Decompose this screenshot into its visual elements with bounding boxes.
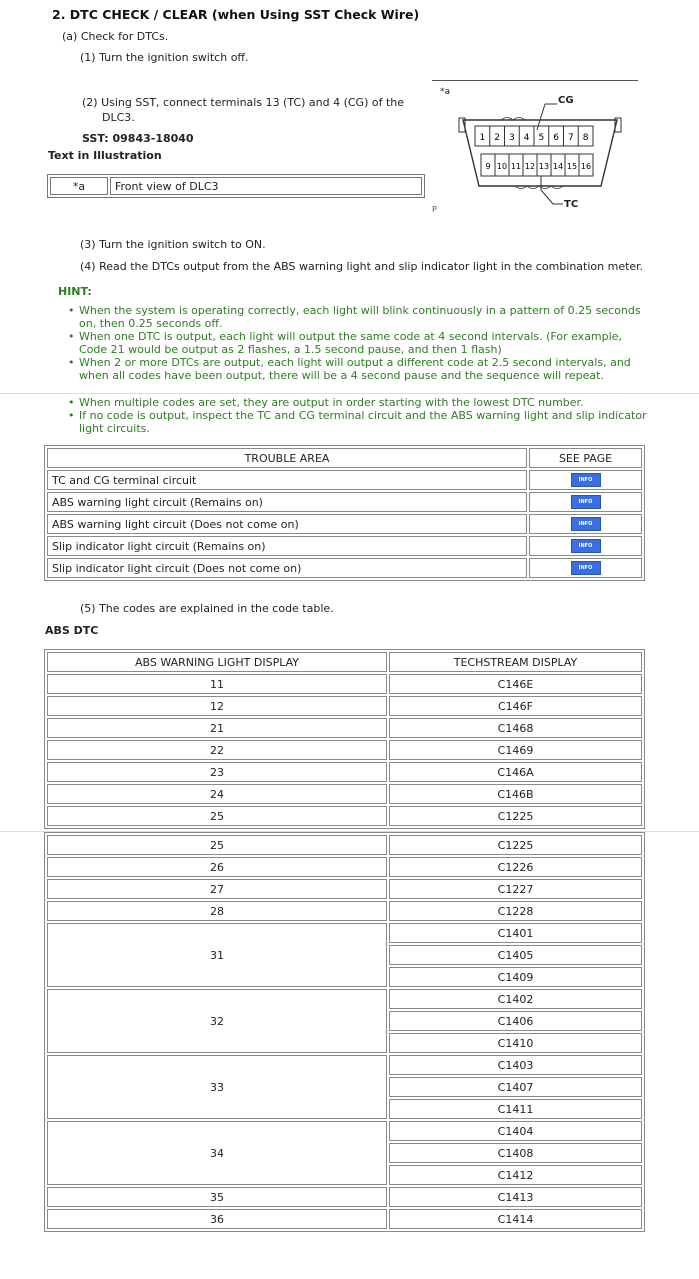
light-display-cell: 32 (47, 989, 387, 1053)
see-page-cell (529, 558, 642, 578)
techstream-cell: C1469 (389, 740, 642, 760)
text-in-illustration: Text in Illustration (48, 149, 162, 162)
hint-list-continued (68, 396, 648, 435)
trouble-area-cell: TC and CG terminal circuit (47, 470, 527, 490)
hint-item: • When one DTC is output, each light will output the same code at 4 second intervals. (For example, Code 21 would be output as 2 flashes, a 1.5 second pause, and then 1 flash) (68, 330, 648, 356)
techstream-cell: C1410 (389, 1033, 642, 1053)
light-display-cell: 24 (47, 784, 387, 804)
techstream-cell: C146E (389, 674, 642, 694)
page-break-line (0, 393, 699, 394)
info-button[interactable]: INFO (571, 561, 601, 575)
table-row (47, 879, 642, 899)
hint-item: • When 2 or more DTCs are output, each light will output a different code at 2.5 second intervals, and when all codes have been output, there will be a 4 second pause and the sequence will repeat. (68, 356, 648, 382)
diagram-top-rule (432, 80, 638, 81)
light-display-cell: 21 (47, 718, 387, 738)
info-button[interactable]: INFO (571, 517, 601, 531)
step-3: (3) Turn the ignition switch to ON. (80, 238, 266, 251)
light-display-cell: 36 (47, 1209, 387, 1229)
techstream-cell: C1414 (389, 1209, 642, 1229)
techstream-cell: C1405 (389, 945, 642, 965)
info-button[interactable]: INFO (571, 495, 601, 509)
techstream-cell: C1468 (389, 718, 642, 738)
table-row (47, 989, 642, 1009)
pin-label: 13 (538, 162, 550, 171)
header-see-page: SEE PAGE (529, 448, 642, 468)
light-display-cell: 22 (47, 740, 387, 760)
light-display-cell: 25 (47, 835, 387, 855)
pin-label: 16 (580, 162, 592, 171)
light-display-cell: 31 (47, 923, 387, 987)
pin-label: 1 (479, 133, 486, 143)
section-heading: 2. DTC CHECK / CLEAR (when Using SST Check Wire) (52, 7, 420, 22)
label-cg: CG (558, 95, 574, 106)
techstream-cell: C1225 (389, 835, 642, 855)
hint-item: • When the system is operating correctly, each light will blink continuously in a pattern of 0.25 seconds on, then 0.25 seconds off. (68, 304, 648, 330)
techstream-cell: C1403 (389, 1055, 642, 1075)
hint-item: • When multiple codes are set, they are output in order starting with the lowest DTC number. (68, 396, 648, 409)
table-row (47, 1209, 642, 1229)
see-page-cell (529, 492, 642, 512)
table-row (47, 835, 642, 855)
light-display-cell: 25 (47, 806, 387, 826)
light-display-cell: 28 (47, 901, 387, 921)
techstream-cell: C1407 (389, 1077, 642, 1097)
techstream-cell: C1411 (389, 1099, 642, 1119)
table-row (47, 740, 642, 760)
light-display-cell: 12 (47, 696, 387, 716)
light-display-cell: 23 (47, 762, 387, 782)
table-row (47, 1055, 642, 1075)
techstream-cell: C1226 (389, 857, 642, 877)
techstream-cell: C146F (389, 696, 642, 716)
techstream-cell: C1413 (389, 1187, 642, 1207)
table-row (47, 674, 642, 694)
pin-label: 7 (568, 133, 574, 143)
table-row (47, 923, 642, 943)
dlc3-connector-diagram (455, 100, 625, 210)
pin-label: 8 (582, 133, 589, 143)
light-display-cell: 34 (47, 1121, 387, 1185)
pin-label: 6 (553, 133, 559, 143)
header-techstream-display: TECHSTREAM DISPLAY (389, 652, 642, 672)
pin-label: 5 (538, 133, 545, 143)
techstream-cell: C1409 (389, 967, 642, 987)
step-2-line1: (2) Using SST, connect terminals 13 (TC) and 4 (CG) of the (82, 96, 405, 109)
pin-label: 11 (510, 162, 522, 171)
techstream-cell: C1412 (389, 1165, 642, 1185)
trouble-area-table (44, 445, 645, 581)
light-display-cell: 26 (47, 857, 387, 877)
info-button[interactable]: INFO (571, 473, 601, 487)
header-trouble-area: TROUBLE AREA (47, 448, 527, 468)
step-2-line2: DLC3. (102, 111, 135, 124)
header-light-display: ABS WARNING LIGHT DISPLAY (47, 652, 387, 672)
techstream-cell: C1408 (389, 1143, 642, 1163)
see-page-cell (529, 536, 642, 556)
step-a: (a) Check for DTCs. (62, 30, 169, 43)
pin-label: 4 (523, 133, 530, 143)
step-4: (4) Read the DTCs output from the ABS warning light and slip indicator light in the combination meter. (80, 260, 644, 273)
table-row (47, 806, 642, 826)
pin-label: 15 (566, 162, 578, 171)
techstream-cell: C1225 (389, 806, 642, 826)
pin-label: 9 (485, 162, 491, 171)
trouble-area-cell: Slip indicator light circuit (Does not come on) (47, 558, 527, 578)
techstream-cell: C1402 (389, 989, 642, 1009)
pin-label: 2 (494, 133, 500, 143)
diagram-label-p: P (432, 205, 437, 214)
table-row (47, 784, 642, 804)
hint-list (68, 304, 648, 382)
light-display-cell: 11 (47, 674, 387, 694)
techstream-cell: C146A (389, 762, 642, 782)
table-row (47, 718, 642, 738)
light-display-cell: 27 (47, 879, 387, 899)
caption-key: *a (50, 177, 108, 195)
techstream-cell: C1228 (389, 901, 642, 921)
dtc-table (44, 649, 645, 829)
hint-item: • If no code is output, inspect the TC and CG terminal circuit and the ABS warning light and slip indicator light circuits. (68, 409, 648, 435)
table-row (47, 1121, 642, 1141)
dtc-table-continued (44, 832, 645, 1232)
table-row (47, 762, 642, 782)
caption-value: Front view of DLC3 (110, 177, 422, 195)
trouble-area-cell: Slip indicator light circuit (Remains on) (47, 536, 527, 556)
light-display-cell: 35 (47, 1187, 387, 1207)
techstream-cell: C1406 (389, 1011, 642, 1031)
table-row (47, 857, 642, 877)
step-1: (1) Turn the ignition switch off. (80, 51, 249, 64)
techstream-cell: C1404 (389, 1121, 642, 1141)
pin-label: 12 (524, 162, 536, 171)
techstream-cell: C1401 (389, 923, 642, 943)
label-tc: TC (564, 199, 579, 210)
illustration-caption-table (47, 174, 425, 198)
trouble-area-cell: ABS warning light circuit (Remains on) (47, 492, 527, 512)
hint-label: HINT: (58, 285, 92, 298)
trouble-area-cell: ABS warning light circuit (Does not come on) (47, 514, 527, 534)
abs-dtc-title: ABS DTC (45, 624, 99, 637)
techstream-cell: C146B (389, 784, 642, 804)
table-row (47, 1187, 642, 1207)
sst-number: SST: 09843-18040 (82, 132, 194, 145)
table-row (47, 901, 642, 921)
pin-label: 10 (496, 162, 508, 171)
see-page-cell (529, 470, 642, 490)
info-button[interactable]: INFO (571, 539, 601, 553)
pin-label: 3 (509, 133, 515, 143)
step-5: (5) The codes are explained in the code table. (80, 602, 334, 615)
diagram-label-a: *a (440, 87, 451, 97)
pin-label: 14 (552, 162, 564, 171)
light-display-cell: 33 (47, 1055, 387, 1119)
techstream-cell: C1227 (389, 879, 642, 899)
table-row (47, 696, 642, 716)
see-page-cell (529, 514, 642, 534)
